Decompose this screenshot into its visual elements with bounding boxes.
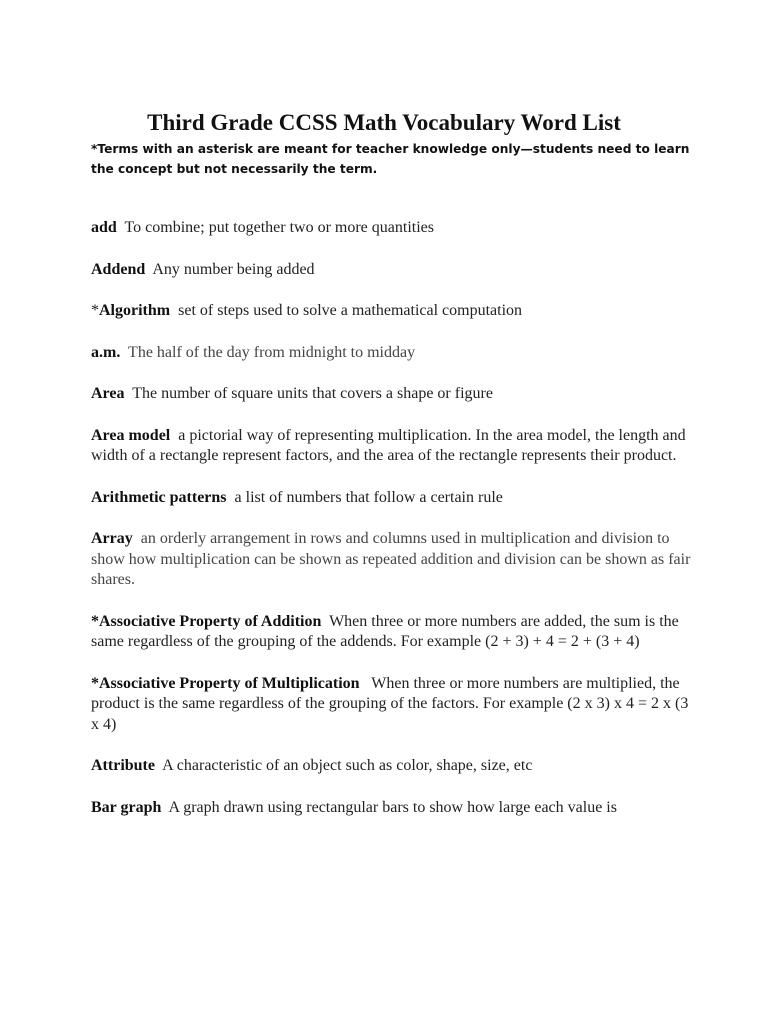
entry-definition: set of steps used to solve a mathematical computation [178, 302, 523, 319]
vocabulary-entry [91, 218, 691, 239]
entry-term: add [91, 219, 117, 236]
vocabulary-entry [91, 756, 691, 777]
entry-term: Arithmetic patterns [91, 488, 227, 506]
entry-definition: The number of square units that covers a shape or figure [132, 385, 493, 402]
entry-definition: Any number being added [152, 260, 315, 278]
entry-definition: an orderly arrangement in rows and columns used in multiplication and division to show how multiplication can be shown as repeated addition and division can be shown as fair shares. [91, 530, 691, 588]
vocabulary-entry [91, 612, 691, 653]
entry-definition: The half of the day from midnight to midday [128, 343, 416, 361]
vocabulary-entry [91, 260, 691, 281]
entry-term: Bar graph [91, 798, 162, 816]
vocabulary-entry [91, 488, 691, 509]
entry-definition: A characteristic of an object such as color, shape, size, etc [162, 757, 533, 774]
entry-term: Addend [91, 260, 146, 278]
entry-prefix: * [91, 302, 99, 319]
entry-term: Array [91, 530, 133, 547]
entry-term: Algorithm [99, 302, 171, 319]
vocabulary-entry [91, 426, 691, 467]
entry-term: *Associative Property of Addition [91, 612, 322, 630]
entry-term: Attribute [91, 757, 155, 774]
vocabulary-list [91, 218, 691, 839]
entry-definition: When three or more numbers are added, the sum is the same regardless of the grouping of the addends. For example (2 + 3) + 4 = 2 + (3 + 4) [91, 612, 679, 650]
vocabulary-entry [91, 301, 691, 322]
entry-term: *Associative Property of Multiplication [91, 674, 360, 692]
vocabulary-entry [91, 798, 691, 819]
vocabulary-entry [91, 529, 691, 591]
teacher-note: *Terms with an asterisk are meant for teacher knowledge only—students need to learn the concept but not necessarily the term. [91, 142, 690, 176]
entry-definition: a list of numbers that follow a certain rule [234, 488, 503, 506]
entry-definition: A graph drawn using rectangular bars to show how large each value is [168, 798, 617, 816]
vocabulary-entry [91, 674, 691, 736]
entry-term: Area [91, 385, 125, 402]
entry-term: a.m. [91, 343, 121, 361]
entry-definition: a pictorial way of representing multiplication. In the area model, the length and width of a rectangle represent factors, and the area of the rectangle represents their product. [91, 426, 686, 464]
page-title: Third Grade CCSS Math Vocabulary Word List [147, 110, 621, 135]
entry-definition: To combine; put together two or more quantities [124, 219, 434, 236]
vocabulary-entry [91, 343, 691, 364]
entry-term: Area model [91, 426, 171, 444]
entry-definition: When three or more numbers are multiplied, the product is the same regardless of the grouping of the factors. For example (2 x 3) x 4 = 2 x (3 x 4) [91, 674, 689, 733]
vocabulary-entry [91, 384, 691, 405]
